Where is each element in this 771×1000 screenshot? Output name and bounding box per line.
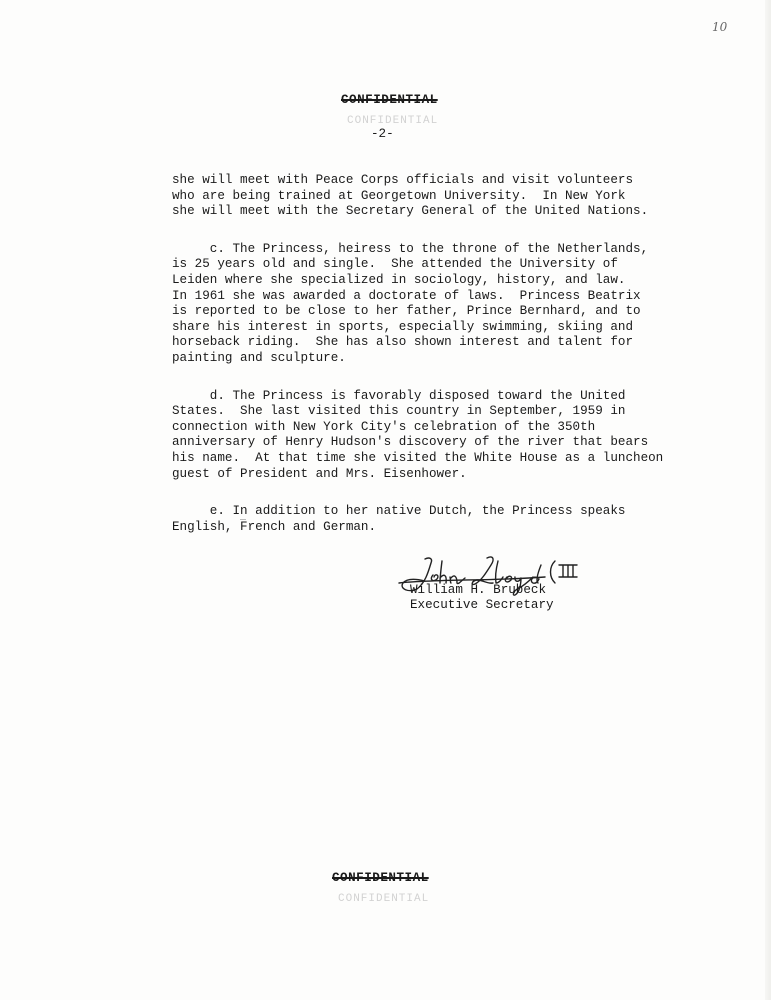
text-line: is reported to be close to her father, Prince Bernhard, and to <box>172 304 641 319</box>
paragraph-d <box>172 389 692 483</box>
page-edge-shadow <box>765 0 771 1000</box>
text-line: is 25 years old and single. She attended the University of <box>172 257 618 272</box>
text-line: English, French and German. <box>172 519 377 534</box>
text-line: e. In addition to her native Dutch, the Princess speaks <box>172 504 626 519</box>
signature-block <box>395 553 595 623</box>
text-line: States. She last visited this country in September, 1959 in <box>172 404 626 419</box>
text-line: guest of President and Mrs. Eisenhower. <box>172 466 467 481</box>
signer-title: Executive Secretary <box>410 598 554 612</box>
text-line: connection with New York City's celebration of the 350th <box>172 419 596 434</box>
memo-body <box>172 173 692 557</box>
faded-stamp-top: CONFIDENTIAL <box>347 115 439 127</box>
classification-marking-bottom: CONFIDENTIAL <box>332 871 429 885</box>
text-line: d. The Princess is favorably disposed toward the United <box>172 388 626 403</box>
text-line: his name. At that time she visited the White House as a luncheon <box>172 450 664 465</box>
text-line: painting and sculpture. <box>172 350 346 365</box>
text-line: c. The Princess, heiress to the throne of the Netherlands, <box>172 241 649 256</box>
signer-name: William H. Brubeck <box>410 583 547 597</box>
faded-stamp-bottom: CONFIDENTIAL <box>338 893 430 905</box>
text-line: horseback riding. She has also shown interest and talent for <box>172 335 634 350</box>
paragraph-continuation <box>172 173 692 220</box>
stray-mark <box>240 519 246 520</box>
text-line: share his interest in sports, especially swimming, skiing and <box>172 319 634 334</box>
text-line: she will meet with the Secretary General of the United Nations. <box>172 204 649 219</box>
handwritten-page-number: 10 <box>712 20 728 34</box>
text-line: she will meet with Peace Corps officials and visit volunteers <box>172 173 634 187</box>
text-line: who are being trained at Georgetown University. In New York <box>172 188 626 203</box>
page-number: -2- <box>371 127 394 141</box>
text-line: anniversary of Henry Hudson's discovery of the river that bears <box>172 435 649 450</box>
classification-marking-top: CONFIDENTIAL <box>341 93 438 107</box>
paragraph-c <box>172 242 692 367</box>
text-line: In 1961 she was awarded a doctorate of laws. Princess Beatrix <box>172 288 641 303</box>
paragraph-e <box>172 504 692 535</box>
text-line: Leiden where she specialized in sociology, history, and law. <box>172 272 626 287</box>
